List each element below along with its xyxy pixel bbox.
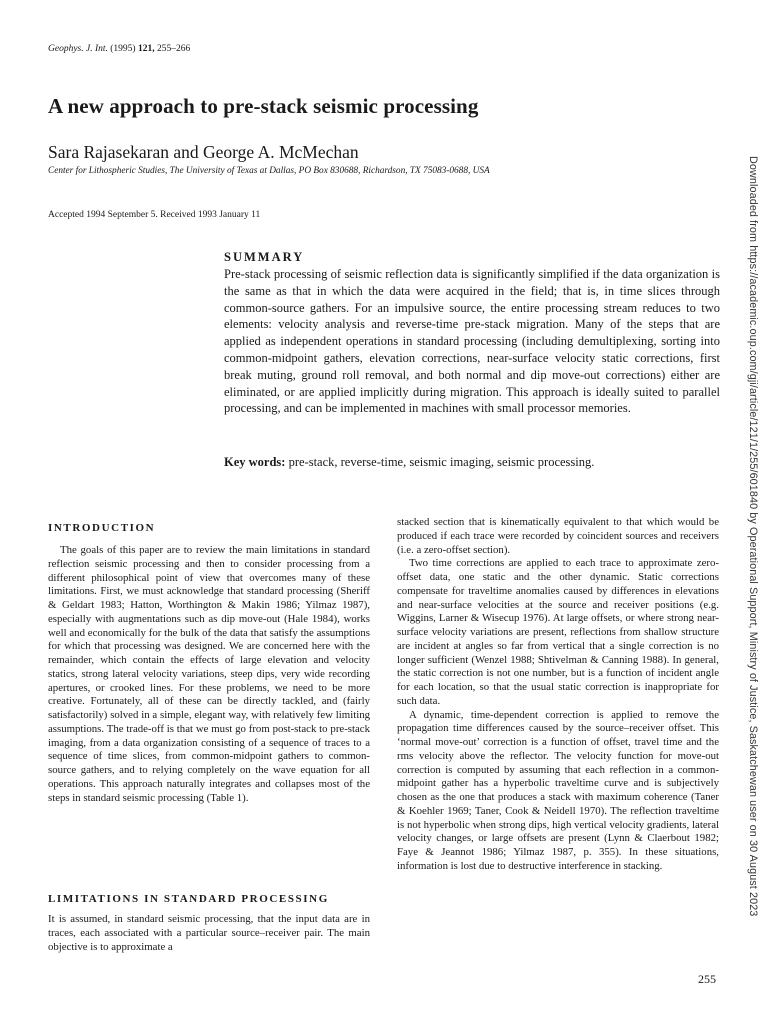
journal-pages: 255–266: [156, 44, 191, 54]
right-column: [397, 516, 719, 874]
right-paragraph-3: A dynamic, time-dependent correction is applied to remove the propagation time differences caused by the source–receiver offset. This ‘normal move-out’ correction is a function of offset, travel time and the rms velocity above the reflector. The velocity function for move-out correction is computed by assuming that each reflection in a common-midpoint gather has a hyperbolic traveltime curve and is subjectively chosen as the one that produces a stack with maximum coherence (Taner & Koehler 1969; Taner, Cook & Neidell 1970). The reflection traveltime is not hyperbolic when strong dips, high vertical velocity gradients, lateral velocity changes, or large offsets are present (Lynn & Claerbout 1982; Faye & Jeannot 1986; Yilmaz 1987, p. 355). In these situations, information is lost due to destructive interference in stacking.: [397, 708, 719, 872]
right-paragraph-1: stacked section that is kinematically equivalent to that which would be produced if each trace were recorded by coincident sources and receivers (i.e. a zero-offset section).: [397, 516, 719, 556]
introduction-body: [48, 544, 370, 805]
summary-heading: SUMMARY: [224, 250, 305, 264]
limitations-paragraph: It is assumed, in standard seismic processing, that the input data are in traces, each associated with a particular source–receiver pair. The main objective is to approximate a: [48, 913, 370, 953]
limitations-heading: LIMITATIONS IN STANDARD PROCESSING: [48, 893, 329, 905]
journal-name: Geophys. J. Int.: [48, 44, 108, 54]
journal-citation: [48, 44, 190, 54]
introduction-paragraph: The goals of this paper are to review the main limitations in standard reflection seismic processing and then to consider processing from a different philosophical point of view that overcomes many of these limitations. First, we must acknowledge that standard processing (Sheriff & Geldart 1983; Hatton, Worthington & Makin 1986; Yilmaz 1987), especially with augmentations such as dip move-out (Hale 1984), works well and economically for the bulk of the data that satisfy the assumptions for which that processing was designed. We are concerned here with the remainder, which contain the effects of large elevation and velocity statics, strong lateral velocity variations, steep dips, very wide recording apertures, or crooked lines. For these problems, we need to be more creative. Fortunately, all of these can be directly tackled, and (fairly satisfactorily) solved in a simple, elegant way, with relatively few limiting assumptions. The trade-off is that we must go from post-stack to pre-stack imaging, from a data organization consisting of a sequence of traces to a sequence of time slices, from common-midpoint gathers to common-source gathers, and to relying completely on the wave equation for all operations. This approach naturally integrates and collapses most of the steps in standard seismic processing (Table 1).: [48, 544, 370, 804]
article-authors: Sara Rajasekaran and George A. McMechan: [48, 142, 359, 162]
author-affiliation: Center for Lithospheric Studies, The University of Texas at Dallas, PO Box 830688, Richardson, TX 75083-0688, USA: [48, 166, 490, 176]
journal-year: (1995): [110, 44, 136, 54]
keywords-list: pre-stack, reverse-time, seismic imaging, seismic processing.: [288, 455, 595, 469]
keywords: [224, 455, 720, 470]
right-paragraph-2: Two time corrections are applied to each trace to approximate zero-offset data, one static and the other dynamic. Static corrections compensate for traveltime anomalies caused by differences in elevations and near-surface velocities at the source and receiver positions (e.g. Wiggins, Larner & Wisecup 1976). At large offsets, or where strong near-surface velocity variations are present, reflections from shallow structure are incident at angles so far from vertical that a single correction is no longer sufficient (Wenzel 1988; Shtivelman & Canning 1988). In general, the static correction is not one number, but is a function of incident angle for each location, so that the usual static correction is inappropriate for such data.: [397, 557, 719, 707]
limitations-body: [48, 913, 370, 954]
article-title: A new approach to pre-stack seismic processing: [48, 94, 479, 118]
article-dates: Accepted 1994 September 5. Received 1993 January 11: [48, 210, 261, 220]
summary-text: Pre-stack processing of seismic reflection data is significantly simplified if the data organization is the same as that in which the data were acquired in the field; that is, in time slices through common-source gathers. For an impulsive source, the entire processing stream reduces to two elements: velocity analysis and reverse-time pre-stack migration. Many of the steps that are applied as independent operations in standard processing (including demultiplexing, sorting into common-midpoint gathers, elevation corrections, near-surface velocity static corrections, first break muting, ground roll removal, and both normal and dip move-out corrections) either are eliminated, or are applied implicitly during migration. This approach is ideally suited to parallel processing, and can be implemented in machines with small processor memories.: [224, 267, 720, 416]
download-notice: Downloaded from https://academic.oup.com/gji/article/121/1/255/601840 by Operational Support, Ministry of Justice, Saskatchewan user on 30 August 2023: [747, 156, 759, 917]
page-number: 255: [698, 972, 716, 986]
journal-volume: 121,: [137, 44, 155, 54]
introduction-heading: INTRODUCTION: [48, 522, 156, 534]
keywords-label: Key words:: [224, 455, 286, 469]
